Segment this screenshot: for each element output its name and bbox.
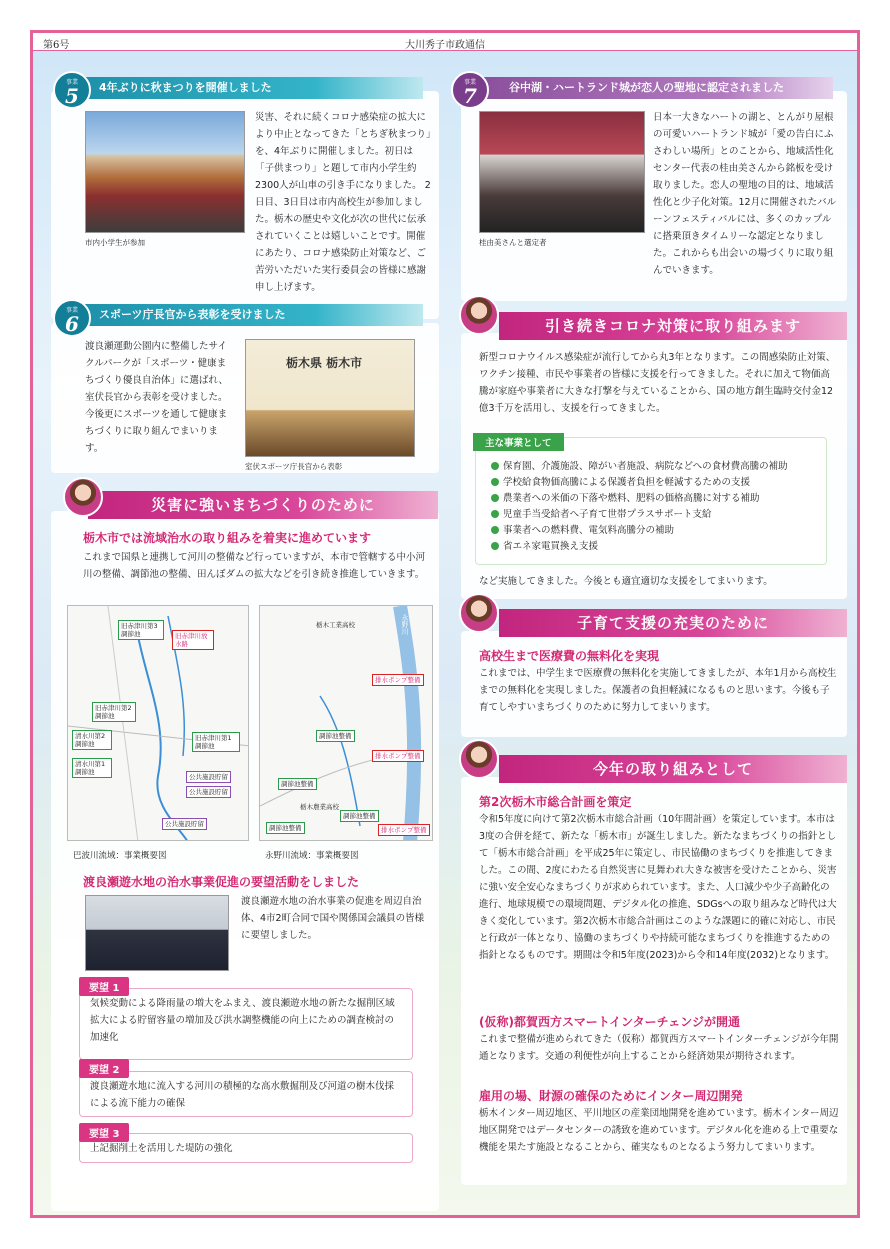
event7-badge-number: 7 xyxy=(463,84,477,108)
request-2-box xyxy=(79,1071,413,1117)
event5-badge-label: 事業 xyxy=(65,79,78,86)
event7-title: 谷中湖・ハートランド城が恋人の聖地に認定されました xyxy=(509,81,784,94)
map2-label-5: 調節池整備 xyxy=(278,778,317,790)
map1-label-5: 清水川第1調節池 xyxy=(72,758,112,778)
corona-item-2 xyxy=(491,475,750,490)
map1-label-1: 旧赤津川第3調節池 xyxy=(118,620,164,640)
disaster-section-bar xyxy=(88,491,438,519)
lover-sanctuary-photo xyxy=(479,111,645,233)
thisyear-text-2: これまで整備が進められてきた（仮称）都賀西方スマートインターチェンジが今年開通となります。交通の利便性が向上することから経済効果が期待されます。 xyxy=(479,1034,839,1062)
avatar xyxy=(63,477,103,517)
event7-caption: 桂由美さんと選定者 xyxy=(479,238,547,247)
thisyear-text-3: 栃木インター周辺地区、平川地区の産業団地開発を進めています。栃木インター周辺地区開発ではデータセンターの誘致を進めています。デジタル化を進める上で重要な機能を果たす施設となることから、確実なものとなるよう努力してまいります。 xyxy=(479,1108,839,1153)
event5-title-bar xyxy=(63,77,423,99)
map1-label-3: 旧赤津川第2調節池 xyxy=(92,702,136,722)
request-1-text: 気候変動による降雨量の増大をふまえ、渡良瀬遊水地の新たな掘削区域拡大による貯留容量の増加及び洪水調整機能の向上にための調査検討の加速化 xyxy=(90,998,395,1043)
corona-section-bar xyxy=(499,312,847,340)
request-3-tag: 要望 3 xyxy=(79,1123,129,1142)
event7-text: 日本一大きなハートの湖と、とんがり屋根の可愛いハートランド城が「愛の告白にふさわしい場所」とのことから、地域活性化センター代表の桂由美さんから銘板を受け取りました。恋人の聖地の目的は、地域活性化と少子化対策。12月に開催されたバルーンフェスティバルには、多くのカップルに搭乗頂きタイムリーな認定となりました。これからも出会いの場づくりに取り組んでいきます。 xyxy=(653,112,837,276)
event6-title: スポーツ庁長官から表彰を受けました xyxy=(99,308,286,321)
request-1-box xyxy=(79,988,413,1060)
thisyear-heading-1: 第2次栃木市総合計画を策定 xyxy=(479,795,632,809)
corona-item-6 xyxy=(491,539,598,554)
request-2-text: 渡良瀬遊水地に流入する河川の積極的な高水敷掘削及び河道の樹木伐採による流下能力の確保 xyxy=(90,1081,395,1109)
event7-title-bar xyxy=(473,77,833,99)
nagano-river-map-lines xyxy=(260,606,433,841)
disaster-section-title: 災害に強いまちづくりのために xyxy=(151,496,375,514)
meeting-photo xyxy=(85,895,229,971)
disaster-text: これまで国県と連携して河川の整備など行っていますが、本市で管轄する中小河川の整備、調節池の整備、田んぼダムの拡大などを引き続き推進していきます。 xyxy=(83,552,426,580)
childcare-text: これまでは、中学生まで医療費の無料化を実施してきましたが、本年1月から高校生までの無料化を実現しました。保護者の負担軽減になるものと思います。今後も子育てしやすいまちづくりのために努力してまいります。 xyxy=(479,668,837,713)
event6-badge-label: 事業 xyxy=(65,307,78,314)
map1-label-8: 公共施設貯留 xyxy=(186,786,231,798)
map1-label-7: 公共施設貯留 xyxy=(186,771,231,783)
stage-sign: 栃木県 栃木市 xyxy=(286,356,363,370)
corona-item-4-text: 児童手当受給者へ子育て世帯プラスサポート支給 xyxy=(503,509,712,520)
watarase-text: 渡良瀬遊水地の治水事業の促進を周辺自治体、4市2町合同で国や関係国会議員の皆様に要望しました。 xyxy=(241,896,425,941)
event6-title-bar xyxy=(63,304,423,326)
corona-item-1-text: 保育園、介護施設、障がい者施設、病院などへの食材費高騰の補助 xyxy=(503,461,788,472)
corona-item-3 xyxy=(491,491,760,506)
event5-caption: 市内小学生が参加 xyxy=(85,238,145,247)
map2-label-7: 栃木農業高校 xyxy=(300,803,339,811)
event6-badge xyxy=(53,299,91,337)
corona-item-5-text: 事業者への燃料費、電気料高騰分の補助 xyxy=(503,525,675,536)
event7-badge-label: 事業 xyxy=(463,79,476,86)
map2-label-2: 排水ポンプ整備 xyxy=(372,674,424,686)
corona-item-1 xyxy=(491,459,788,474)
corona-section-title: 引き続きコロナ対策に取り組みます xyxy=(544,317,801,335)
event6-badge-number: 6 xyxy=(65,312,79,336)
request-2-tag: 要望 2 xyxy=(79,1059,129,1078)
map2-caption: 永野川流域：事業概要図 xyxy=(265,851,359,861)
map1-caption: 巴波川流域：事業概要図 xyxy=(73,851,167,861)
map2-label-9: 排水ポンプ整備 xyxy=(378,824,430,836)
map2-label-3: 排水ポンプ整備 xyxy=(372,750,424,762)
map1-label-2: 旧赤津川放水路 xyxy=(172,630,214,650)
corona-item-3-text: 農業者への米価の下落や燃料、肥料の価格高騰に対する補助 xyxy=(503,493,760,504)
event6-caption: 室伏スポーツ庁長官から表彰 xyxy=(245,462,343,471)
thisyear-section-title: 今年の取り組みとして xyxy=(592,760,753,778)
event5-badge xyxy=(53,71,91,109)
request-3-text: 上記掘削土を活用した堤防の強化 xyxy=(90,1143,233,1154)
corona-item-4 xyxy=(491,507,712,522)
corona-item-6-text: 省エネ家電買換え支援 xyxy=(503,541,599,552)
map2-label-6: 調節池整備 xyxy=(266,822,305,834)
page-frame xyxy=(30,30,860,1218)
map2-label-1: 栃木工業高校 xyxy=(316,621,355,629)
corona-closing: など実施してきました。今後とも適宜適切な支援をしてまいります。 xyxy=(479,576,773,587)
childcare-section-bar xyxy=(499,609,847,637)
tomoe-river-map-lines xyxy=(68,606,249,841)
avatar xyxy=(459,295,499,335)
thisyear-text-1: 令和5年度に向けて第2次栃木市総合計画（10年間計画）を策定しています。本市は3度の合併を経て、新たな「栃木市」が誕生しました。新たなまちづくりの指針として「栃木市総合計画」を平成25年に策定し、市民協働のまちづくりを推進してきました。この間、2度にわたる自然災害に見舞われ大きな被害を受けたことから、災害に強い安全安心なまちづくりが求められています。また、人口減少や少子高齢化の進行、地球規模での環境問題、デジタル化の推進、SDGsへの取り組みなど時代は大きく変化しています。第2次栃木市総合計画はこのような課題に的確に対応し、市民と行政が一体となり、協働のまちづくりや持続可能なまちづくりを推進するための指針となるものです。期間は令和5年度(2023)から令和14年度(2032)となります。 xyxy=(479,814,837,961)
map2-river-label: 永野川 xyxy=(401,614,409,635)
map1-label-9: 公共施設貯留 xyxy=(162,818,207,830)
childcare-heading: 高校生まで医療費の無料化を実現 xyxy=(479,649,660,663)
childcare-section-title: 子育て支援の充実のために xyxy=(576,614,769,632)
page-header xyxy=(33,33,857,51)
issue-number: 第6号 xyxy=(43,40,70,51)
avatar xyxy=(459,593,499,633)
corona-item-5 xyxy=(491,523,674,538)
thisyear-heading-3: 雇用の場、財源の確保のためにインター周辺開発 xyxy=(479,1089,743,1103)
thisyear-section-bar xyxy=(499,755,847,783)
request-1-tag: 要望 1 xyxy=(79,977,129,996)
corona-text: 新型コロナウイルス感染症が流行してから丸3年となります。この間感染防止対策、ワクチン接種、市民や事業者の皆様に支援を行ってきました。それに加えて物価高騰が家庭や事業者に大きな打撃を与えていることから、国の地方創生臨時交付金12億3千万を活用し、支援を行ってきました。 xyxy=(479,352,836,414)
award-photo xyxy=(245,339,415,457)
event7-badge xyxy=(451,71,489,109)
map2-label-4: 調節池整備 xyxy=(316,730,355,742)
watarase-heading: 渡良瀬遊水地の治水事業促進の要望活動をしました xyxy=(83,875,360,889)
request-3-box xyxy=(79,1133,413,1163)
avatar xyxy=(459,739,499,779)
map1-label-4: 清水川第2調節池 xyxy=(72,730,112,750)
map1-label-6: 旧赤津川第1調節池 xyxy=(192,732,240,752)
newsletter-title: 大川秀子市政通信 xyxy=(405,40,485,51)
corona-item-2-text: 学校給食物価高騰による保護者負担を軽減するための支援 xyxy=(503,477,751,488)
event5-title: 4年ぶりに秋まつりを開催しました xyxy=(99,81,272,94)
event5-badge-number: 5 xyxy=(65,84,79,108)
corona-main-tag: 主な事業として xyxy=(473,433,564,451)
tomoe-river-map xyxy=(67,605,249,841)
event6-text: 渡良瀬運動公園内に整備したサイクルパークが「スポーツ・健康まちづくり優良自治体」に選ばれ、室伏長官から表彰を受けました。今後更にスポーツを通して健康まちづくりに取り組んでまいります。 xyxy=(85,341,228,454)
event5-text: 災害、それに続くコロナ感染症の拡大により中止となってきた「とちぎ秋まつり」を、4年ぶりに開催しました。初日は「子供まつり」と題して市内小学生約2300人が山車の引き手になりました。 2日目、3日目は市内高校生が参加しました。栃木の歴史や文化が次の世代に伝承されていくことは嬉しいことです。開催にあたり、コロナ感染防止対策など、ご苦労いただいた実行委員会の皆様に感謝申し上げます。 xyxy=(255,112,431,293)
thisyear-heading-2: (仮称)都賀西方スマートインターチェンジが開通 xyxy=(479,1015,740,1029)
festival-photo xyxy=(85,111,245,233)
nagano-river-map xyxy=(259,605,433,841)
disaster-heading: 栃木市では流域治水の取り組みを着実に進めています xyxy=(83,531,372,545)
map2-label-8: 調節池整備 xyxy=(340,810,379,822)
